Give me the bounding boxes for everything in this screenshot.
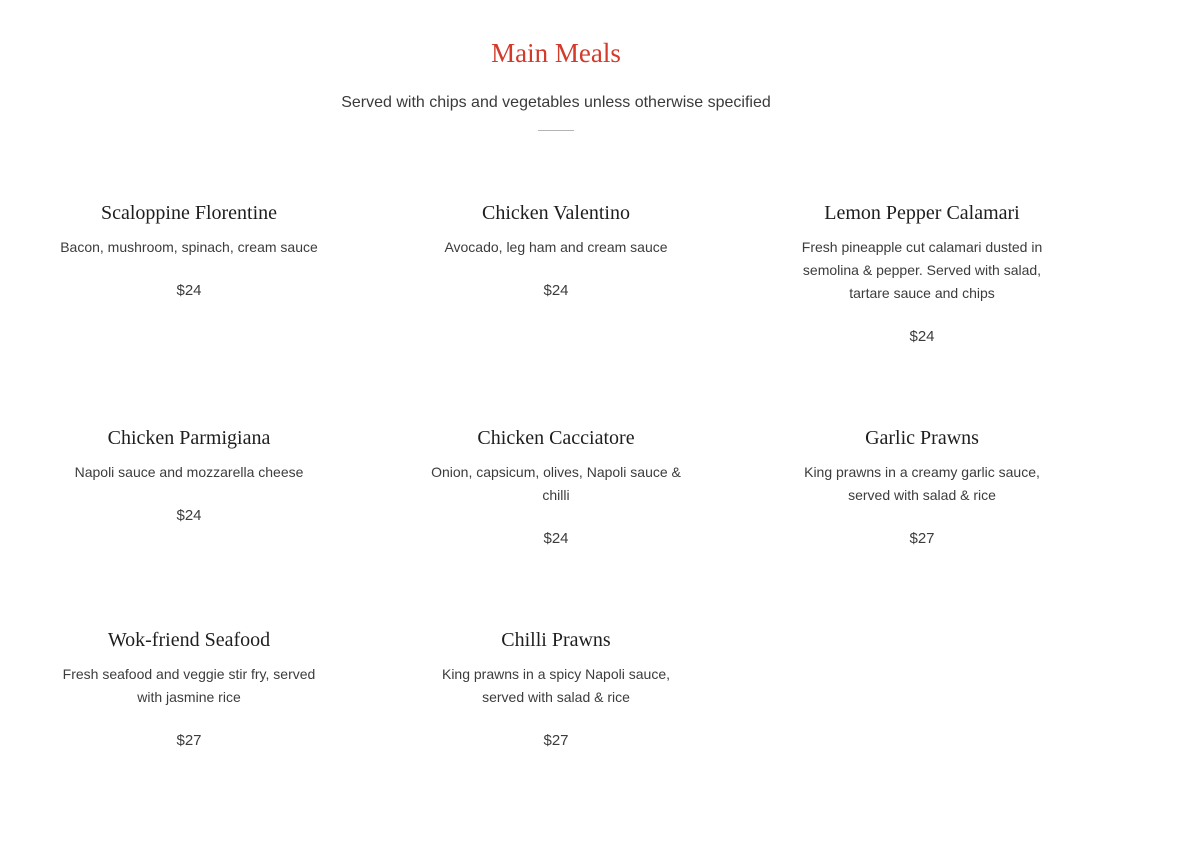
section-subtitle: Served with chips and vegetables unless otherwise specified	[341, 94, 771, 111]
menu-item-chicken-parmigiana	[39, 425, 339, 526]
section-title: Main Meals	[491, 38, 621, 68]
item-description: Napoli sauce and mozzarella cheese	[74, 464, 304, 480]
menu-item-scaloppine-florentine	[39, 200, 339, 301]
item-name: Chicken Cacciatore	[477, 427, 635, 449]
item-description: Fresh seafood and veggie stir fry, served with jasmine rice	[62, 666, 316, 705]
item-name: Wok-friend Seafood	[107, 629, 271, 651]
item-price: $27	[909, 530, 935, 547]
item-description: Bacon, mushroom, spinach, cream sauce	[60, 239, 318, 255]
item-name: Garlic Prawns	[865, 427, 979, 449]
item-name: Lemon Pepper Calamari	[824, 202, 1020, 224]
item-price: $27	[176, 732, 202, 749]
item-name: Chicken Parmigiana	[107, 427, 271, 449]
menu-item-wok-friend-seafood	[39, 627, 339, 751]
menu-item-chicken-cacciatore	[406, 425, 706, 549]
menu-item-lemon-pepper-calamari	[772, 200, 1072, 347]
item-description: Fresh pineapple cut calamari dusted in semolina & pepper. Served with salad, tartare sauce and chips	[801, 239, 1043, 301]
item-description: King prawns in a creamy garlic sauce, served with salad & rice	[804, 464, 1040, 503]
item-price: $24	[176, 507, 202, 524]
item-description: King prawns in a spicy Napoli sauce, served with salad & rice	[441, 666, 670, 705]
item-price: $24	[543, 530, 569, 547]
item-description: Avocado, leg ham and cream sauce	[444, 239, 668, 255]
item-name: Chicken Valentino	[482, 202, 630, 224]
menu-item-garlic-prawns	[772, 425, 1072, 549]
section-divider	[538, 130, 574, 131]
item-price: $24	[909, 328, 935, 345]
item-name: Chilli Prawns	[501, 629, 611, 651]
item-price: $24	[543, 282, 569, 299]
item-name: Scaloppine Florentine	[100, 202, 278, 224]
menu-item-chilli-prawns	[406, 627, 706, 751]
item-price: $27	[543, 732, 569, 749]
item-price: $24	[176, 282, 202, 299]
menu-item-chicken-valentino	[406, 200, 706, 301]
item-description: Onion, capsicum, olives, Napoli sauce & chilli	[431, 464, 681, 503]
